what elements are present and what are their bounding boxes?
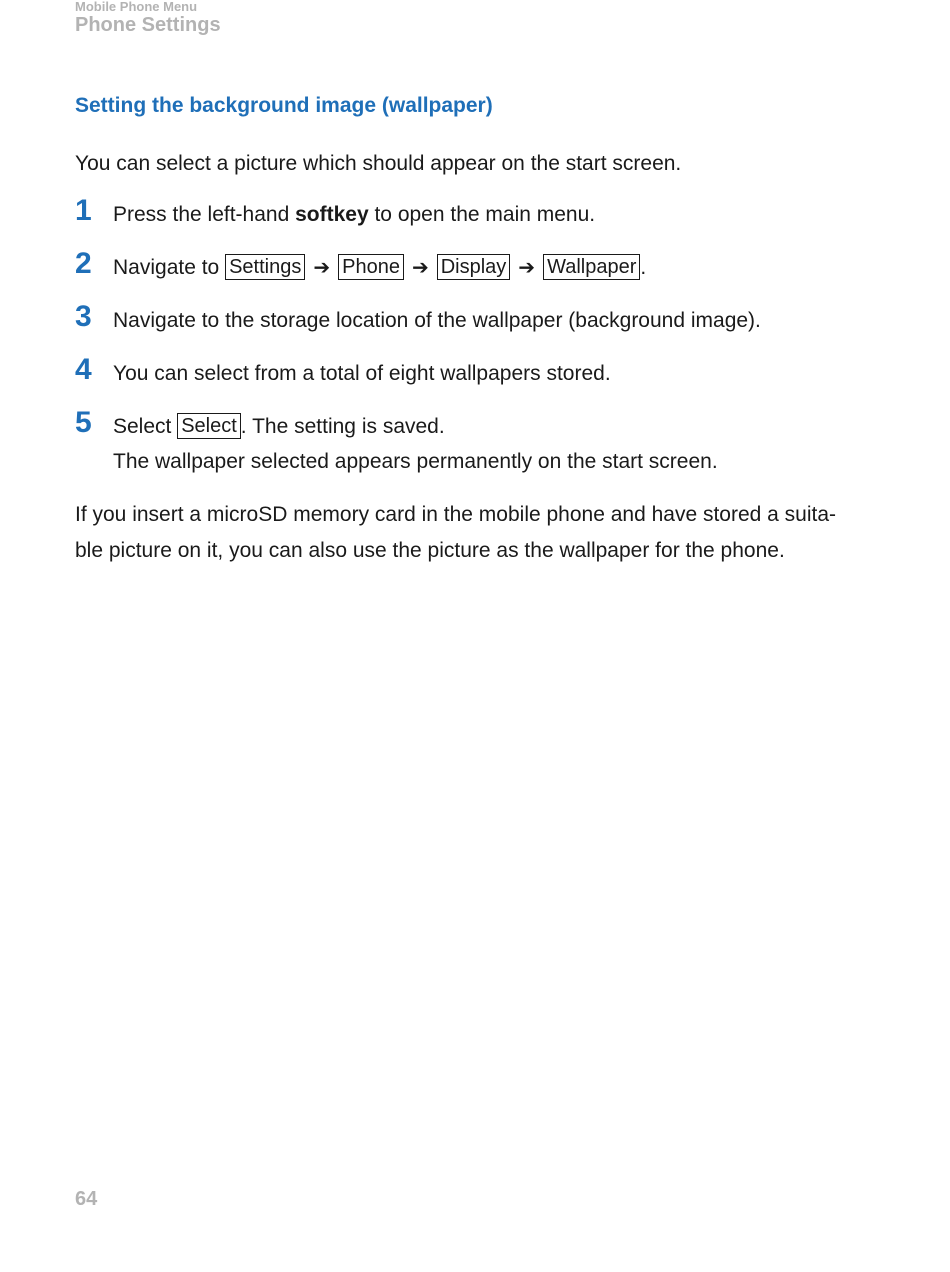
- step-text: Press the left-hand: [113, 203, 296, 226]
- softkey-term: softkey: [295, 203, 369, 226]
- menu-key-phone: Phone: [338, 254, 404, 280]
- closing-line-1: If you insert a microSD memory card in the mobile phone and have stored a suita-: [75, 503, 837, 526]
- intro-paragraph: You can select a picture which should appear on the start screen.: [75, 152, 682, 175]
- step-number: 4: [75, 353, 92, 386]
- arrow-right-icon: ➔: [313, 255, 331, 279]
- step-text: Select: [113, 415, 178, 438]
- header-chapter-title: Phone Settings: [75, 14, 221, 36]
- step-text: .: [640, 256, 647, 279]
- section-heading: Setting the background image (wallpaper): [75, 94, 493, 117]
- step-number: 2: [75, 247, 92, 280]
- step-text: You can select from a total of eight wallpapers stored.: [113, 362, 611, 385]
- step-1: [75, 194, 885, 232]
- closing-line-2: ble picture on it, you can also use the picture as the wallpaper for the phone.: [75, 539, 785, 562]
- step-text: . The setting is saved.: [240, 415, 445, 438]
- step-text-continuation: The wallpaper selected appears permanently on the start screen.: [113, 450, 718, 473]
- step-number: 5: [75, 406, 92, 439]
- step-number: 1: [75, 194, 92, 227]
- closing-paragraph: [75, 497, 885, 569]
- arrow-right-icon: ➔: [518, 255, 536, 279]
- steps-list: [75, 194, 885, 479]
- menu-key-wallpaper: Wallpaper: [543, 254, 640, 280]
- header-section-label: Mobile Phone Menu: [75, 0, 198, 14]
- menu-key-display: Display: [437, 254, 511, 280]
- menu-key-select: Select: [177, 413, 241, 439]
- page-content: [75, 92, 885, 590]
- running-header: [75, 0, 221, 36]
- step-2: [75, 247, 885, 285]
- page-number: 64: [75, 1188, 98, 1210]
- step-4: [75, 353, 885, 391]
- step-text: Navigate to: [113, 256, 226, 279]
- step-text: to open the main menu.: [368, 203, 596, 226]
- step-text: Navigate to the storage location of the wallpaper (background image).: [113, 309, 761, 332]
- menu-key-settings: Settings: [225, 254, 305, 280]
- step-3: [75, 300, 885, 338]
- step-5: [75, 406, 885, 479]
- arrow-right-icon: ➔: [411, 255, 429, 279]
- step-number: 3: [75, 300, 92, 333]
